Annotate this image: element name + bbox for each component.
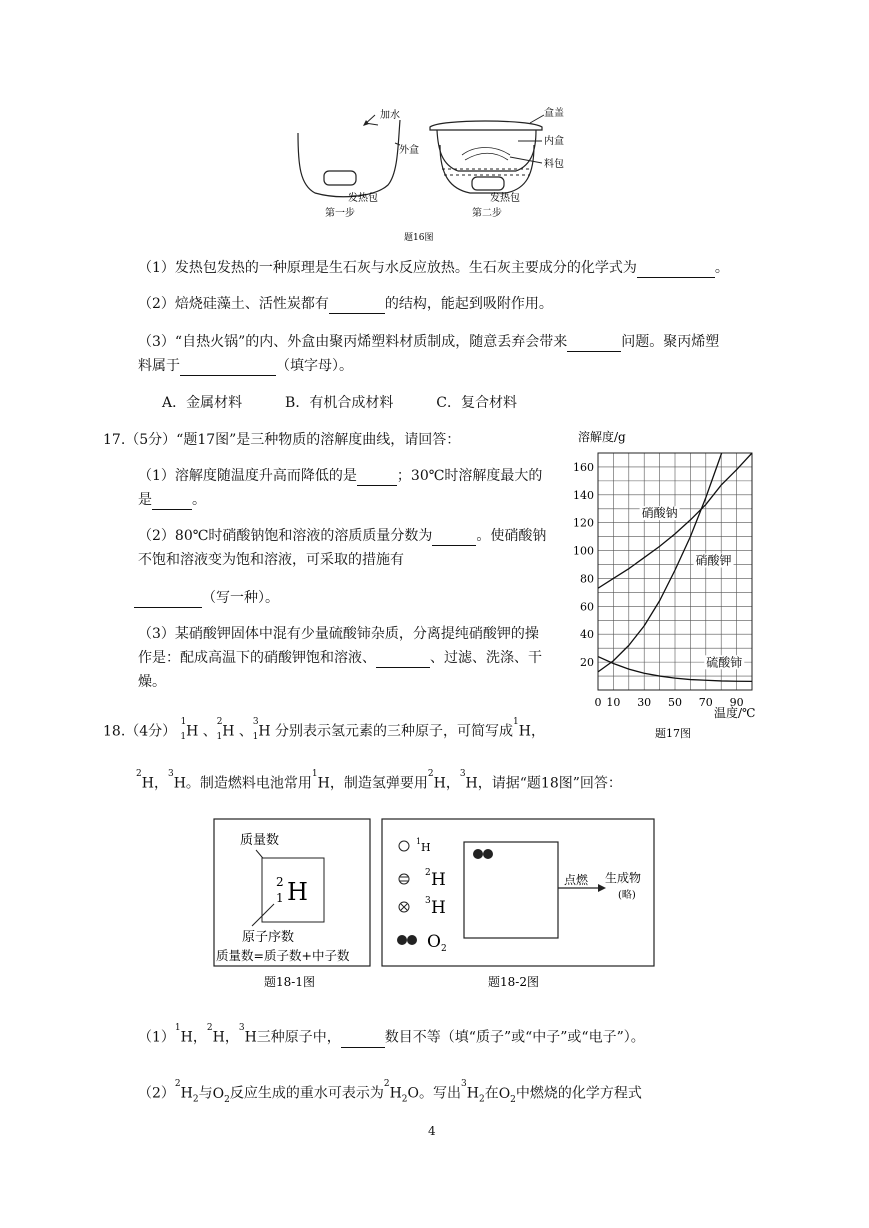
isotope-2h: $^2_1$H: [216, 717, 235, 743]
q16-part2: （2）焙烧硅藻土、活性炭都有 的结构，能起到吸附作用。: [138, 296, 553, 312]
series-label-1: 硝酸钾: [695, 553, 732, 568]
label-heat-pack-1: 发热包: [348, 193, 378, 204]
svg-text:1: 1: [416, 837, 422, 846]
svg-text:3: 3: [425, 896, 431, 906]
q16-blank-4[interactable]: [180, 359, 276, 376]
label-step-2: 第二步: [472, 208, 502, 219]
y-tick-label: 160: [573, 460, 594, 474]
q16-blank-3[interactable]: [567, 335, 621, 352]
figure-18-2: [380, 818, 656, 993]
q17-part2-cont: 不饱和溶液变为饱和溶液，可采取的措施有: [138, 552, 404, 568]
label-heat-pack-2: 发热包: [490, 193, 520, 204]
svg-text:H: H: [421, 841, 431, 854]
figure-18-1: [212, 818, 372, 993]
x-tick-label: 50: [668, 696, 682, 709]
q18-blank-1[interactable]: [341, 1031, 385, 1048]
svg-text:H: H: [431, 898, 446, 918]
q17-part2: （2）80℃时硝酸钠饱和溶液的溶质质量分数为 。使硝酸钠: [138, 528, 547, 544]
q18-line2: $^2$H，$^3$H。制造燃料电池常用$^1$H，制造氢弹要用$^2$H，$^3$H，请据“题18图”回答：: [136, 769, 622, 792]
q17-heading: 17.（5分）“题17图”是三种物质的溶解度曲线，请回答：: [103, 432, 461, 448]
x-tick-label: 10: [606, 696, 621, 709]
x-tick-label: 70: [698, 696, 713, 709]
q16-part3-cont: 料属于 （填字母）。: [138, 358, 353, 374]
y-tick-label: 80: [580, 572, 594, 586]
label-lid: 盒盖: [544, 108, 564, 119]
q17-blank-3[interactable]: [432, 529, 476, 546]
lid-shape: [430, 121, 542, 130]
option-a[interactable]: A．金属材料: [162, 395, 243, 411]
svg-text:H: H: [431, 870, 446, 890]
page-number: 4: [428, 1124, 436, 1138]
label-mass-formula: 质量数=质子数+中子数: [216, 948, 350, 963]
figure-16: [280, 105, 590, 245]
chart-caption: 题17图: [655, 727, 691, 740]
x-tick-label: 0: [594, 696, 602, 709]
heat-pack-2-shape: [472, 177, 504, 190]
svg-text:1: 1: [276, 891, 284, 905]
y-axis-label: 溶解度/g: [578, 430, 626, 444]
label-ingredient: 料包: [544, 159, 564, 170]
label-product: 生成物: [605, 871, 642, 885]
y-tick-label: 140: [573, 488, 594, 502]
label-mass-number: 质量数: [240, 833, 280, 848]
series-label-2: 硫酸铈: [706, 655, 743, 670]
q17-part1: （1）溶解度随温度升高而降低的是 ；30℃时溶解度最大的: [138, 468, 543, 484]
q17-blank-4[interactable]: [134, 591, 202, 608]
isotope-1h: $^1_1$H: [180, 717, 199, 743]
q17-part3-cont2: 燥。: [138, 674, 166, 690]
q17-part3: （3）某硝酸钾固体中混有少量硫酸铈杂质，分离提纯硝酸钾的操: [138, 626, 539, 642]
q18-part2: $(2)^2H_2$与$O_2$反应生成的重水可表示为$^2H_2O$。写出$^3H_2$在$O_2$中燃烧的化学方程式: [138, 1079, 642, 1105]
solubility-chart: [570, 425, 770, 745]
y-tick-label: 100: [573, 544, 594, 558]
label-omit: (略): [618, 890, 636, 901]
q17-part1-cont: 是 。: [138, 492, 206, 508]
label-ignite: 点燃: [564, 873, 589, 887]
isotope-3h: $^3_1$H: [252, 717, 271, 743]
q16-blank-2[interactable]: [329, 297, 385, 314]
q18-heading: 18.（4分） $^1_1$H 、$^2_1$H 、$^3_1$H 分别表示氢元素的三种原子，可简写成$^1$H，: [103, 718, 545, 747]
q16-part3: （3）“自热火锅”的内、外盒由聚丙烯塑料材质制成，随意丢弃会带来 问题。聚丙烯塑: [138, 334, 720, 350]
heat-pack-1-shape: [324, 171, 356, 185]
label-add-water: 加水: [380, 110, 400, 121]
figure-16-caption: 题16图: [404, 233, 434, 243]
svg-text:2: 2: [425, 868, 431, 878]
series-label-0: 硝酸钠: [641, 506, 678, 521]
h1-atom-icon: [399, 841, 409, 851]
x-axis-label: 温度/℃: [714, 706, 756, 720]
label-step-1: 第一步: [325, 208, 355, 219]
q16-blank-1[interactable]: [637, 261, 715, 278]
svg-text:2: 2: [441, 944, 447, 954]
q16-options: [162, 393, 517, 413]
option-b[interactable]: B．有机合成材料: [285, 395, 394, 411]
svg-text:O: O: [427, 932, 441, 952]
q17-part2-cont2: （写一种）。: [134, 588, 279, 608]
series-line-1: [598, 425, 737, 672]
q16-part1: （1）发热包发热的一种原理是生石灰与水反应放热。生石灰主要成分的化学式为 。: [138, 260, 729, 276]
figure-18-2-caption: 题18-2图: [488, 975, 539, 989]
x-tick-label: 90: [729, 696, 744, 709]
q17-blank-5[interactable]: [376, 651, 430, 668]
y-tick-label: 40: [580, 628, 594, 642]
q17-part3-cont: 作是：配成高温下的硝酸钾饱和溶液、 、过滤、洗涤、干: [138, 650, 542, 666]
option-c[interactable]: C．复合材料: [436, 395, 517, 411]
y-tick-label: 20: [580, 656, 594, 670]
label-atomic-number: 原子序数: [242, 930, 295, 945]
q17-blank-1[interactable]: [357, 469, 397, 486]
q18-part1: $(1)^1H$，$^2$H，$^3$H三种原子中， 数目不等（填“质子”或“中子”或“电子”）。: [138, 1023, 645, 1046]
q17-blank-2[interactable]: [152, 493, 192, 510]
y-tick-label: 60: [580, 600, 594, 614]
o2-molecule-icon: [397, 935, 407, 945]
y-tick-label: 120: [573, 516, 594, 530]
figure-18-1-caption: 题18-1图: [264, 975, 315, 989]
label-outer-box: 外盒: [399, 145, 419, 156]
h2-atom-icon: [399, 874, 409, 884]
svg-text:2: 2: [276, 875, 284, 889]
element-symbol-h: H: [287, 878, 308, 906]
inner-box-shape: [437, 130, 536, 171]
label-inner-box: 内盒: [544, 136, 564, 147]
x-tick-label: 30: [637, 696, 652, 709]
